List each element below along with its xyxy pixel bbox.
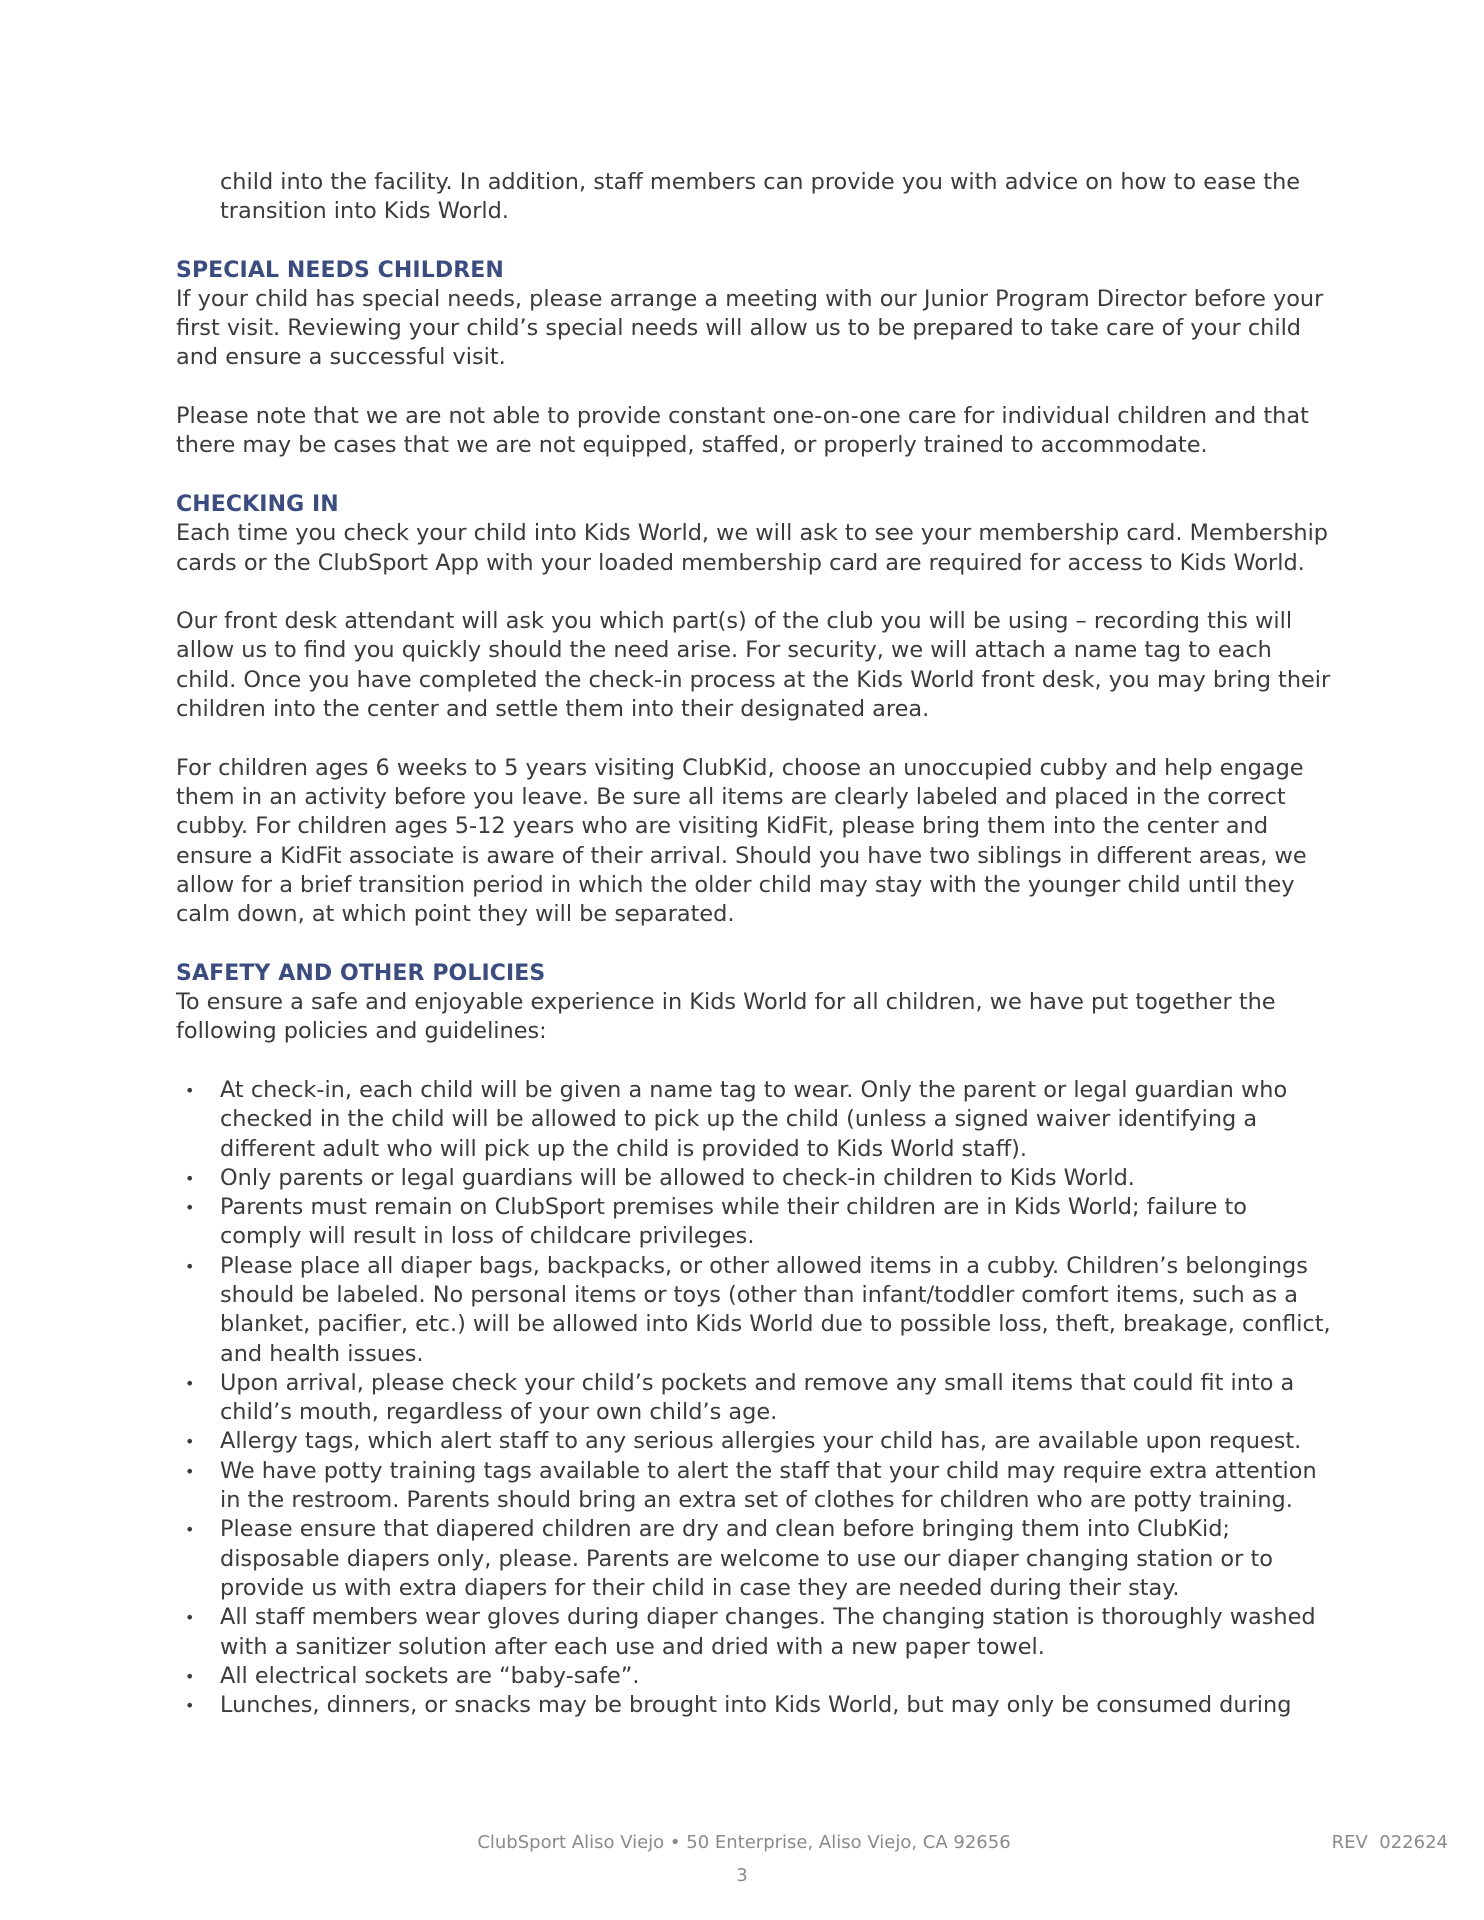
list-item	[176, 1662, 1331, 1691]
bullet-icon: •	[185, 1608, 195, 1628]
bullet-icon: •	[185, 1168, 195, 1188]
list-item-text: All staff members wear gloves during diaper changes. The changing station is thoroughly washed with a sanitizer solution after each use and dried with a new paper towel.	[220, 1604, 1316, 1660]
bullet-icon: •	[185, 1080, 195, 1100]
bullet-icon: •	[185, 1696, 195, 1716]
page-number: 3	[736, 1865, 748, 1886]
footer-address-text: ClubSport Aliso Viejo • 50 Enterprise, Aliso Viejo, CA 92656	[477, 1832, 1011, 1853]
list-item	[176, 1369, 1331, 1428]
checking-in-paragraph-3: For children ages 6 weeks to 5 years visiting ClubKid, choose an unoccupied cubby and help engage them in an activity before you leave. Be sure all items are clearly labeled and placed in the correct cubby. For children ages 5-12 years who are visiting KidFit, please bring them into the center and ensure a KidFit associate is aware of their arrival. Should you have two siblings in different areas, we allow for a brief transition period in which the older child may stay with the younger child until they calm down, at which point they will be separated.	[176, 754, 1307, 928]
bullet-icon: •	[185, 1461, 195, 1481]
page-content	[176, 168, 1331, 1720]
bullet-icon: •	[185, 1432, 195, 1452]
list-item-text: Lunches, dinners, or snacks may be brought into Kids World, but may only be consumed during	[220, 1692, 1292, 1719]
bullet-icon: •	[185, 1198, 195, 1218]
safety-policy-list	[176, 1076, 1331, 1721]
list-item-text: Please place all diaper bags, backpacks, or other allowed items in a cubby. Children’s belongings should be labeled. No personal items or toys (other than infant/toddler comfort items, such as a blanket, pacifier, etc.) will be allowed into Kids World due to possible loss, theft, breakage, conflict, and health issues.	[220, 1252, 1331, 1367]
footer-revision: REV 022624	[1331, 1832, 1448, 1853]
list-item	[176, 1603, 1331, 1662]
list-item-text: Upon arrival, please check your child’s pockets and remove any small items that could fit into a child’s mouth, regardless of your own child’s age.	[220, 1369, 1295, 1426]
bullet-icon: •	[185, 1373, 195, 1393]
bullet-icon: •	[185, 1256, 195, 1276]
list-item-text: Only parents or legal guardians will be allowed to check-in children to Kids World.	[220, 1164, 1135, 1191]
bullet-icon: •	[185, 1520, 195, 1540]
special-needs-paragraph-1: If your child has special needs, please arrange a meeting with our Junior Program Director before your first visit. Reviewing your child’s special needs will allow us to be prepared to take care of your child and ensure a successful visit.	[176, 285, 1324, 371]
bullet-icon: •	[185, 1666, 195, 1686]
list-item	[176, 1193, 1331, 1252]
list-item	[176, 1515, 1331, 1603]
footer-address	[0, 1832, 1484, 1853]
list-item-text: At check-in, each child will be given a name tag to wear. Only the parent or legal guardian who checked in the child will be allowed to pick up the child (unless a signed waiver identifying a different adult who will pick up the child is provided to Kids World staff).	[220, 1076, 1288, 1162]
list-item-text: Allergy tags, which alert staff to any serious allergies your child has, are available upon request.	[220, 1428, 1302, 1455]
special-needs-section	[176, 256, 1331, 461]
list-item	[176, 1427, 1331, 1456]
checking-in-section	[176, 490, 1331, 929]
special-needs-paragraph-2: Please note that we are not able to provide constant one-on-one care for individual children and that there may be cases that we are not equipped, staffed, or properly trained to accommodate.	[176, 403, 1309, 459]
list-item	[176, 1076, 1331, 1164]
checking-in-paragraph-1: Each time you check your child into Kids World, we will ask to see your membership card. Membership cards or the ClubSport App with your loaded membership card are required for access to Kids World.	[176, 520, 1329, 576]
safety-section	[176, 959, 1331, 1721]
list-item	[176, 1691, 1331, 1720]
safety-heading: SAFETY AND OTHER POLICIES	[176, 960, 546, 986]
safety-intro: To ensure a safe and enjoyable experience in Kids World for all children, we have put together the following policies and guidelines:	[176, 989, 1276, 1045]
checking-in-heading: CHECKING IN	[176, 491, 339, 517]
list-item	[176, 1457, 1331, 1516]
list-item-text: Parents must remain on ClubSport premises while their children are in Kids World; failure to comply will result in loss of childcare privileges.	[220, 1194, 1248, 1250]
list-item-text: Please ensure that diapered children are dry and clean before bringing them into ClubKid; disposable diapers only, please. Parents are welcome to use our diaper changing station or to provide us with extra diapers for their child in case they are needed during their stay.	[220, 1516, 1273, 1601]
checking-in-paragraph-2: Our front desk attendant will ask you which part(s) of the club you will be using – recording this will allow us to find you quickly should the need arise. For security, we will attach a name tag to each child. Once you have completed the check-in process at the Kids World front desk, you may bring their children into the center and settle them into their designated area.	[176, 608, 1331, 723]
intro-continuation: child into the facility. In addition, staff members can provide you with advice on how to ease the transition into Kids World.	[220, 169, 1301, 225]
list-item-text: We have potty training tags available to alert the staff that your child may require extra attention in the restroom. Parents should bring an extra set of clothes for children who are potty training.	[220, 1457, 1317, 1514]
list-item	[176, 1164, 1331, 1193]
special-needs-heading: SPECIAL NEEDS CHILDREN	[176, 257, 504, 283]
list-item	[176, 1252, 1331, 1369]
list-item-text: All electrical sockets are “baby-safe”.	[220, 1662, 640, 1689]
